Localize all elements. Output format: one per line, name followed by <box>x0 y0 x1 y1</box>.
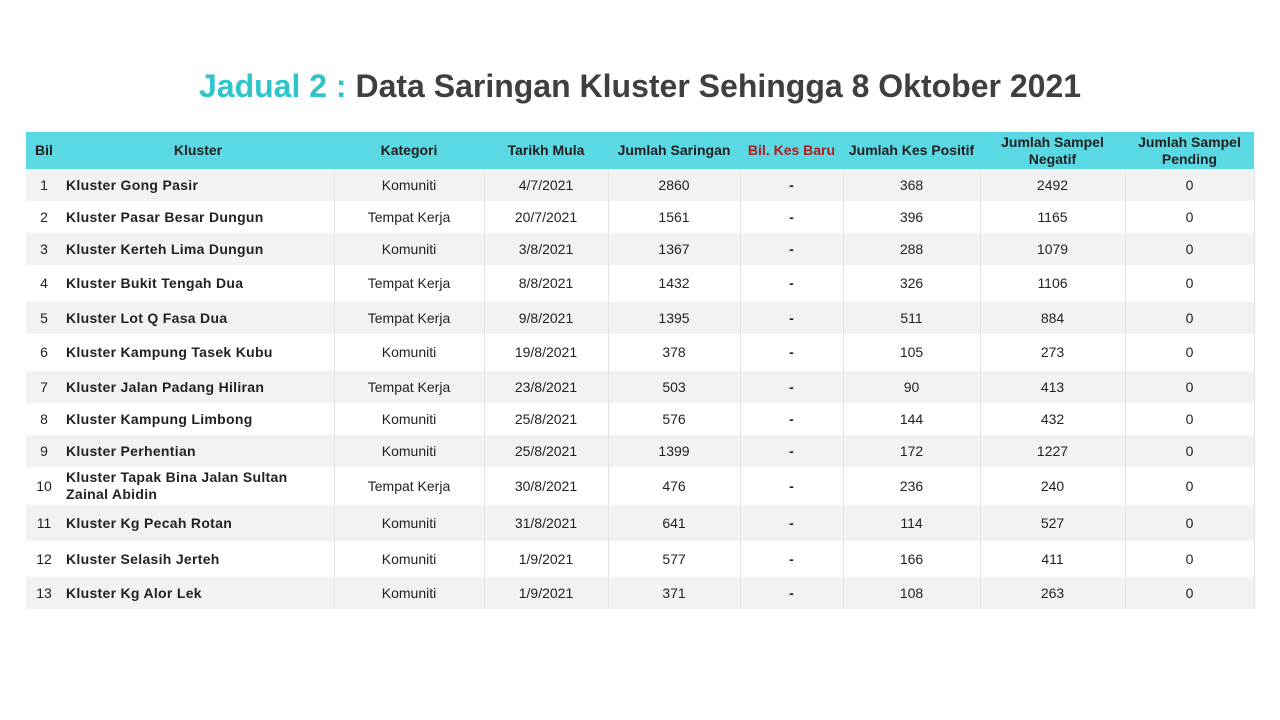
header-bil: Bil <box>26 132 62 169</box>
cell-kluster: Kluster Selasih Jerteh <box>62 541 334 577</box>
cell-bil: 7 <box>26 371 62 403</box>
cell-jumlah-kes-positif: 368 <box>843 169 980 201</box>
cell-jumlah-sampel-negatif: 432 <box>980 403 1125 435</box>
cell-tarikh-mula: 9/8/2021 <box>484 302 608 334</box>
cell-jumlah-kes-positif: 108 <box>843 577 980 609</box>
cell-kategori: Tempat Kerja <box>334 302 484 334</box>
cell-bil-kes-baru: - <box>740 169 843 201</box>
cell-jumlah-kes-positif: 236 <box>843 467 980 505</box>
cell-kluster: Kluster Kg Pecah Rotan <box>62 505 334 541</box>
cell-jumlah-sampel-pending: 0 <box>1125 201 1254 233</box>
cell-kluster: Kluster Lot Q Fasa Dua <box>62 302 334 334</box>
cell-kategori: Komuniti <box>334 435 484 467</box>
cell-jumlah-kes-positif: 172 <box>843 435 980 467</box>
table-row <box>26 302 1254 334</box>
table-row <box>26 505 1254 541</box>
cell-jumlah-sampel-negatif: 884 <box>980 302 1125 334</box>
cell-jumlah-sampel-pending: 0 <box>1125 467 1254 505</box>
cell-jumlah-sampel-pending: 0 <box>1125 302 1254 334</box>
cell-jumlah-sampel-negatif: 527 <box>980 505 1125 541</box>
cell-kluster: Kluster Perhentian <box>62 435 334 467</box>
cell-bil-kes-baru: - <box>740 334 843 371</box>
cell-bil: 8 <box>26 403 62 435</box>
cell-jumlah-sampel-negatif: 1227 <box>980 435 1125 467</box>
cell-jumlah-sampel-negatif: 2492 <box>980 169 1125 201</box>
cell-kategori: Tempat Kerja <box>334 265 484 302</box>
header-pending-line2: Pending <box>1161 150 1218 167</box>
cluster-table <box>26 132 1255 609</box>
header-tarikh-mula: Tarikh Mula <box>484 132 608 169</box>
cell-bil: 9 <box>26 435 62 467</box>
cell-jumlah-kes-positif: 396 <box>843 201 980 233</box>
cell-bil-kes-baru: - <box>740 435 843 467</box>
cell-jumlah-sampel-pending: 0 <box>1125 265 1254 302</box>
cell-bil-kes-baru: - <box>740 577 843 609</box>
cell-kategori: Komuniti <box>334 334 484 371</box>
table-row <box>26 334 1254 371</box>
cell-bil: 3 <box>26 233 62 265</box>
cell-jumlah-saringan: 378 <box>608 334 740 371</box>
cell-jumlah-sampel-pending: 0 <box>1125 541 1254 577</box>
cell-jumlah-sampel-negatif: 413 <box>980 371 1125 403</box>
cell-jumlah-sampel-pending: 0 <box>1125 435 1254 467</box>
cell-bil: 12 <box>26 541 62 577</box>
cell-jumlah-kes-positif: 90 <box>843 371 980 403</box>
cell-kluster: Kluster Tapak Bina Jalan Sultan Zainal Abidin <box>62 467 334 505</box>
cell-jumlah-kes-positif: 114 <box>843 505 980 541</box>
table-row <box>26 233 1254 265</box>
cell-jumlah-sampel-pending: 0 <box>1125 403 1254 435</box>
cell-jumlah-sampel-negatif: 263 <box>980 577 1125 609</box>
cell-bil: 13 <box>26 577 62 609</box>
cell-jumlah-saringan: 371 <box>608 577 740 609</box>
table-row <box>26 541 1254 577</box>
cell-bil-kes-baru: - <box>740 265 843 302</box>
cell-jumlah-kes-positif: 105 <box>843 334 980 371</box>
cell-jumlah-sampel-negatif: 1106 <box>980 265 1125 302</box>
cell-tarikh-mula: 4/7/2021 <box>484 169 608 201</box>
title-main: Data Saringan Kluster Sehingga 8 Oktober 2021 <box>355 68 1082 104</box>
cell-jumlah-sampel-pending: 0 <box>1125 334 1254 371</box>
cell-jumlah-sampel-pending: 0 <box>1125 371 1254 403</box>
cell-jumlah-saringan: 2860 <box>608 169 740 201</box>
cell-jumlah-saringan: 577 <box>608 541 740 577</box>
cell-bil-kes-baru: - <box>740 403 843 435</box>
table-body <box>26 169 1254 609</box>
table-row <box>26 265 1254 302</box>
header-jumlah-sampel-pending <box>1125 132 1254 169</box>
cell-kategori: Komuniti <box>334 233 484 265</box>
cell-tarikh-mula: 20/7/2021 <box>484 201 608 233</box>
cell-bil: 10 <box>26 467 62 505</box>
cell-bil-kes-baru: - <box>740 467 843 505</box>
cell-jumlah-saringan: 1367 <box>608 233 740 265</box>
cell-kluster: Kluster Pasar Besar Dungun <box>62 201 334 233</box>
cell-jumlah-sampel-pending: 0 <box>1125 577 1254 609</box>
cell-tarikh-mula: 8/8/2021 <box>484 265 608 302</box>
cell-kategori: Komuniti <box>334 403 484 435</box>
cell-jumlah-saringan: 1399 <box>608 435 740 467</box>
cell-jumlah-sampel-negatif: 1079 <box>980 233 1125 265</box>
cell-kategori: Komuniti <box>334 505 484 541</box>
cell-jumlah-saringan: 1432 <box>608 265 740 302</box>
title-prefix: Jadual 2 : <box>198 68 347 104</box>
cell-kategori: Komuniti <box>334 577 484 609</box>
cell-bil: 6 <box>26 334 62 371</box>
cell-jumlah-sampel-pending: 0 <box>1125 233 1254 265</box>
cell-jumlah-saringan: 1561 <box>608 201 740 233</box>
cell-bil-kes-baru: - <box>740 233 843 265</box>
header-kluster: Kluster <box>62 132 334 169</box>
cell-kluster: Kluster Kampung Tasek Kubu <box>62 334 334 371</box>
table-row <box>26 169 1254 201</box>
cell-bil: 2 <box>26 201 62 233</box>
table-row <box>26 403 1254 435</box>
table-header-row <box>26 132 1254 169</box>
cell-tarikh-mula: 30/8/2021 <box>484 467 608 505</box>
cell-bil: 4 <box>26 265 62 302</box>
header-negatif-line1: Jumlah Sampel <box>1001 133 1104 150</box>
header-jumlah-sampel-negatif <box>980 132 1125 169</box>
cell-bil-kes-baru: - <box>740 302 843 334</box>
cell-jumlah-sampel-negatif: 273 <box>980 334 1125 371</box>
cell-jumlah-saringan: 576 <box>608 403 740 435</box>
cell-tarikh-mula: 19/8/2021 <box>484 334 608 371</box>
header-jumlah-saringan: Jumlah Saringan <box>608 132 740 169</box>
cell-jumlah-kes-positif: 166 <box>843 541 980 577</box>
cell-tarikh-mula: 25/8/2021 <box>484 435 608 467</box>
cell-kluster: Kluster Jalan Padang Hiliran <box>62 371 334 403</box>
cell-jumlah-saringan: 641 <box>608 505 740 541</box>
cell-jumlah-kes-positif: 144 <box>843 403 980 435</box>
cell-jumlah-kes-positif: 511 <box>843 302 980 334</box>
cell-jumlah-sampel-negatif: 411 <box>980 541 1125 577</box>
cell-kategori: Tempat Kerja <box>334 371 484 403</box>
cell-jumlah-sampel-negatif: 1165 <box>980 201 1125 233</box>
cell-tarikh-mula: 1/9/2021 <box>484 541 608 577</box>
cell-kategori: Komuniti <box>334 541 484 577</box>
cell-jumlah-saringan: 476 <box>608 467 740 505</box>
cell-kluster: Kluster Gong Pasir <box>62 169 334 201</box>
cell-jumlah-saringan: 503 <box>608 371 740 403</box>
header-kategori: Kategori <box>334 132 484 169</box>
header-bil-kes-baru: Bil. Kes Baru <box>740 132 843 169</box>
cell-bil-kes-baru: - <box>740 541 843 577</box>
cell-jumlah-sampel-negatif: 240 <box>980 467 1125 505</box>
table-row <box>26 577 1254 609</box>
cell-kategori: Komuniti <box>334 169 484 201</box>
header-negatif-line2: Negatif <box>1028 150 1077 167</box>
header-jumlah-kes-positif: Jumlah Kes Positif <box>843 132 980 169</box>
cell-tarikh-mula: 23/8/2021 <box>484 371 608 403</box>
page-title <box>0 64 1280 108</box>
cell-bil-kes-baru: - <box>740 371 843 403</box>
cell-jumlah-kes-positif: 326 <box>843 265 980 302</box>
cell-kluster: Kluster Bukit Tengah Dua <box>62 265 334 302</box>
cell-bil: 11 <box>26 505 62 541</box>
table-row <box>26 467 1254 505</box>
cell-tarikh-mula: 1/9/2021 <box>484 577 608 609</box>
cell-tarikh-mula: 31/8/2021 <box>484 505 608 541</box>
table-row <box>26 435 1254 467</box>
cell-jumlah-sampel-pending: 0 <box>1125 169 1254 201</box>
cell-bil-kes-baru: - <box>740 201 843 233</box>
cell-kluster: Kluster Kerteh Lima Dungun <box>62 233 334 265</box>
cell-kategori: Tempat Kerja <box>334 201 484 233</box>
cell-bil: 5 <box>26 302 62 334</box>
cell-bil-kes-baru: - <box>740 505 843 541</box>
cell-kategori: Tempat Kerja <box>334 467 484 505</box>
cell-bil: 1 <box>26 169 62 201</box>
table-row <box>26 371 1254 403</box>
header-pending-line1: Jumlah Sampel <box>1138 133 1241 150</box>
table-row <box>26 201 1254 233</box>
cell-kluster: Kluster Kampung Limbong <box>62 403 334 435</box>
cell-tarikh-mula: 3/8/2021 <box>484 233 608 265</box>
cell-tarikh-mula: 25/8/2021 <box>484 403 608 435</box>
cell-jumlah-sampel-pending: 0 <box>1125 505 1254 541</box>
cell-jumlah-saringan: 1395 <box>608 302 740 334</box>
cell-jumlah-kes-positif: 288 <box>843 233 980 265</box>
cell-kluster: Kluster Kg Alor Lek <box>62 577 334 609</box>
